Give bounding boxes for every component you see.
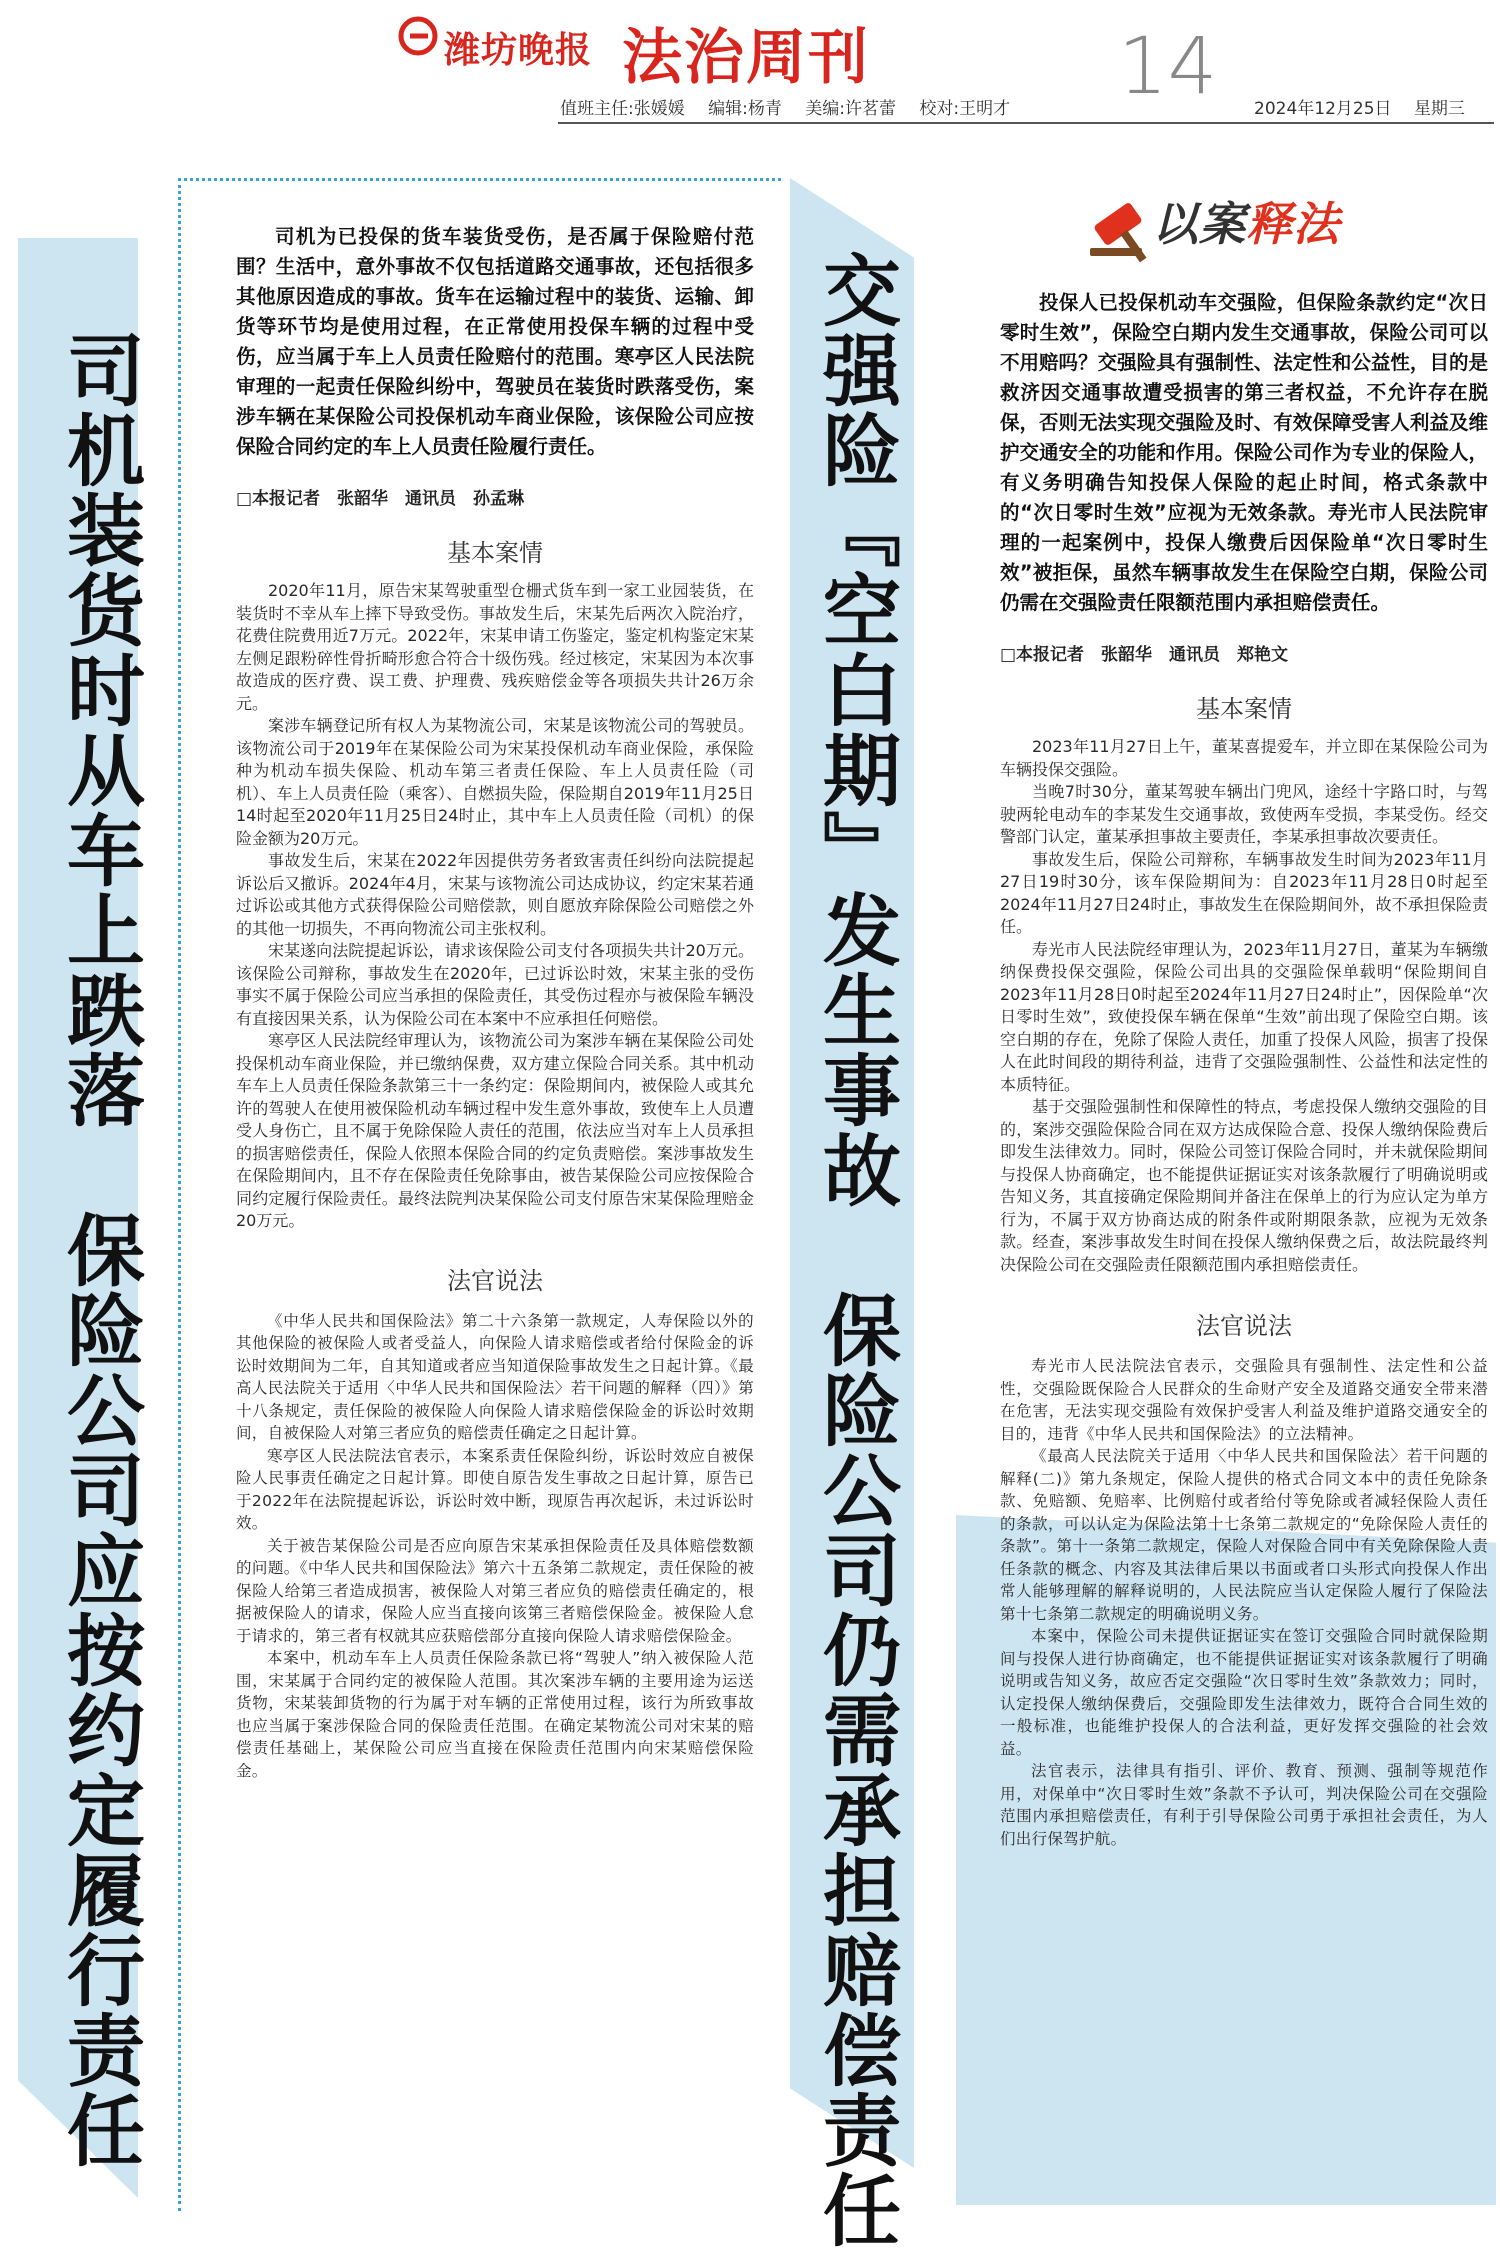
paper-name: 潍坊晚报: [444, 30, 593, 71]
right-judge-body: [1000, 1355, 1488, 1850]
column-logo-text: [1152, 188, 1340, 254]
right-case-paragraph: 寿光市人民法院经审理认为，2023年11月27日，董某为车辆缴纳保费投保交强险，保险公司出具的交强险保单载明“保险期间自2023年11月28日0时起至2024年11月27日24时止”，因保险单“次日零时生效”，致使投保车辆在保单“生效”前出现了保险空白期。该空白期的存在，免除了保险人责任，加重了投保人风险，损害了投保人在此时间段的期待利益，违背了交强险强制性、公益性和法定性的本质特征。: [1000, 939, 1488, 1094]
left-judge-paragraph: 本案中，机动车车上人员责任保险条款已将“驾驶人”纳入被保险人范围，宋某属于合同约定的被保险人范围。其次案涉车辆的主要用途为运送货物，宋某装卸货物的行为属于对车辆的正常使用过程，该行为所致事故也应当属于案涉保险合同的保险责任范围。在确定某物流公司对宋某的赔偿责任基础上，某保险公司应当直接在保险责任范围内向宋某赔偿保险金。: [236, 1649, 754, 1780]
left-judge-paragraph: 《中华人民共和国保险法》第二十六条第一款规定，人寿保险以外的其他保险的被保险人或者受益人，向保险人请求赔偿或者给付保险金的诉讼时效期间为二年，自其知道或者应当知道保险事故发生之日起计算。《最高人民法院关于适用〈中华人民共和国保险法〉若干问题的解释（四）》第十八条规定，责任保险的被保险人向保险人请求赔偿保险金的诉讼时效期间，自被保险人对第三者应负的赔偿责任确定之日起计算。: [236, 1311, 754, 1442]
right-judge-paragraph: 法官表示，法律具有指引、评价、教育、预测、强制等规范作用，对保单中“次日零时生效”条款不予认可，判决保险公司在交强险范围内承担赔偿责任，有利于引导保险公司勇于承担社会责任，为人们出行保驾护航。: [1000, 1762, 1488, 1848]
section-title: 法治周刊: [622, 23, 870, 93]
left-judge-paragraph: 关于被告某保险公司是否应向原告宋某承担保险责任及具体赔偿数额的问题。《中华人民共和国保险法》第六十五条第二款规定，责任保险的被保险人给第三者造成损害，被保险人对第三者应负的赔偿责任确定的，根据被保险人的请求，保险人应当直接向该第三者赔偿保险金。被保险人怠于请求的，第三者有权就其应获赔偿部分直接向保险人请求赔偿保险金。: [236, 1536, 754, 1645]
left-article-intro: 司机为已投保的货车装货受伤，是否属于保险赔付范围？生活中，意外事故不仅包括道路交通事故，还包括很多其他原因造成的事故。货车在运输过程中的装货、运输、卸货等环节均是使用过程，在正常使用投保车辆的过程中受伤，应当属于车上人员责任险赔付的范围。寒亭区人民法院审理的一起责任保险纠纷中，驾驶员在装货时跌落受伤，案涉车辆在某保险公司投保机动车商业保险，该保险公司应按保险合同约定的车上人员责任险履行责任。: [236, 225, 754, 458]
weekday-text: 星期三: [1413, 99, 1465, 119]
right-article-intro: 投保人已投保机动车交强险，但保险条款约定“次日零时生效”，保险空白期内发生交通事故，保险公司可以不用赔吗？交强险具有强制性、法定性和公益性，目的是救济因交通事故遭受损害的第三者权益，不允许存在脱保，否则无法实现交强险及时、有效保障受害人利益及维护交通安全的功能和作用。保险公司作为专业的保险人，有义务明确告知投保人保险的起止时间，格式条款中的“次日零时生效”应视为无效条款。寿光市人民法院审理的一起案例中，投保人缴费后因保险单“次日零时生效”被拒保，虽然车辆事故发生在保险空白期，保险公司仍需在交强险责任限额范围内承担赔偿责任。: [1000, 291, 1488, 614]
right-case-paragraph: 事故发生后，保险公司辩称，车辆事故发生时间为2023年11月27日19时30分，该车保险期间为：自2023年11月28日0时起至2024年11月27日24时止，事故发生在保险期间外，故不承担保险责任。: [1000, 849, 1488, 936]
left-judge-title: 法官说法: [447, 1266, 543, 1295]
left-case-paragraph: 宋某遂向法院提起诉讼，请求该保险公司支付各项损失共计20万元。该保险公司辩称，事故发生在2020年，已过诉讼时效，宋某主张的受伤事实不属于保险公司应当承担的保险责任，其受伤过程亦与被保险车辆没有直接因果关系，认为保险公司在本案中不应承担任何赔偿。: [236, 941, 754, 1028]
left-judge-paragraph: 寒亭区人民法院法官表示，本案系责任保险纠纷，诉讼时效应自被保险人民事责任确定之日起计算。即使自原告发生事故之日起计算，原告已于2022年在法院提起诉讼，诉讼时效中断，现原告再次起诉，未过诉讼时效。: [236, 1446, 754, 1532]
date-text: 2024年12月25日: [1254, 99, 1392, 119]
right-case-paragraph: 当晚7时30分，董某驾驶车辆出门兜风，途经十字路口时，与驾驶两轮电动车的李某发生交通事故，致使两车受损，李某受伤。经交警部门认定，董某承担事故主要责任，李某承担事故次要责任。: [1000, 782, 1488, 846]
issue-date: [1254, 94, 1465, 119]
right-judge-title: 法官说法: [1196, 1312, 1292, 1340]
column-logo-part2: 释法: [1246, 197, 1340, 251]
right-case-paragraph: 基于交强险强制性和保障性的特点，考虑投保人缴纳交强险的目的，案涉交强险保险合同在双方达成保险合意、投保人缴纳保险费后即发生法律效力。同时，保险公司签订保险合同时，并未就保险期间与投保人协商确定，也不能提供证据证实对该条款履行了明确说明或告知义务，其直接确定保险期间并备注在保单上的行为应认定为单方行为，不属于双方协商达成的附条件或附期限条款，应视为无效条款。经查，案涉事故发生时间在投保人缴纳保费之后，故法院最终判决保险公司在交强险责任限额范围内承担赔偿责任。: [1000, 1097, 1488, 1274]
right-case-body: [1000, 736, 1488, 1276]
right-article-column: [1000, 288, 1488, 1850]
left-case-body: [236, 580, 754, 1233]
credit-editor: 编辑:杨青: [708, 99, 782, 119]
left-case-paragraph: 案涉车辆登记所有权人为某物流公司，宋某是该物流公司的驾驶员。该物流公司于2019年在某保险公司为宋某投保机动车商业保险，承保险种为机动车损失保险、机动车第三者责任保险、车上人员责任险（司机）、车上人员责任险（乘客）、自燃损失险，保险期自2019年11月25日14时起至2020年11月25日24时止，其中车上人员责任险（司机）的保险金额为20万元。: [236, 716, 754, 848]
left-case-paragraph: 事故发生后，宋某在2022年因提供劳务者致害责任纠纷向法院提起诉讼后又撤诉。2024年4月，宋某与该物流公司达成协议，约定宋某若通过诉讼或其他方式获得保险公司赔偿款，则自愿放弃除保险公司赔偿之外的其他一切损失，不再向物流公司主张权利。: [236, 851, 754, 938]
right-case-title: 基本案情: [1196, 695, 1292, 723]
right-article-headline: 交强险『空白期』发生事故 保险公司仍需承担赔偿责任: [810, 250, 900, 2250]
right-case-paragraph: 2023年11月27日上午，董某喜提爱车，并立即在某保险公司为车辆投保交强险。: [1000, 737, 1488, 779]
left-judge-body: [236, 1310, 754, 1783]
left-article-column: [236, 222, 754, 1782]
credit-proofreader: 校对:王明才: [919, 99, 1011, 119]
credits-line: [560, 94, 1024, 119]
credit-designer: 美编:许茗蕾: [805, 99, 897, 119]
left-article-headline: 司机装货时从车上跌落 保险公司应按约定履行责任: [54, 330, 144, 2170]
credit-duty-editor: 值班主任:张媛媛: [560, 99, 685, 119]
column-logo-part1: 以案: [1152, 197, 1246, 251]
left-case-paragraph: 2020年11月，原告宋某驾驶重型仓栅式货车到一家工业园装货，在装货时不幸从车上摔下导致受伤。事故发生后，宋某先后两次入院治疗，花费住院费用近7万元。2022年，宋某申请工伤鉴定，鉴定机构鉴定宋某左侧足跟粉碎性骨折畸形愈合符合十级伤残。经过核定，宋某因为本次事故造成的医疗费、误工费、护理费、残疾赔偿金等各项损失共计26万余元。: [236, 581, 754, 713]
page-number: 14: [1118, 22, 1218, 112]
right-judge-paragraph: 《最高人民法院关于适用〈中华人民共和国保险法〉若干问题的解释(二)》第九条规定，保险人提供的格式合同文本中的责任免除条款、免赔额、免赔率、比例赔付或者给付等免除或者减轻保险人责任的条款，可以认定为保险法第十七条第二款规定的“免除保险人责任的条款”。第十一条第二款规定，保险人对保险合同中有关免除保险人责任条款的概念、内容及其法律后果以书面或者口头形式向投保人作出常人能够理解的解释说明的，人民法院应当认定保险人履行了保险法第十七条第二款规定的明确说明义务。: [1000, 1447, 1488, 1623]
left-case-title: 基本案情: [447, 539, 543, 567]
right-article-byline: □本报记者 张韶华 通讯员 郑艳文: [1000, 645, 1289, 665]
right-judge-paragraph: 本案中，保险公司未提供证据证实在签订交强险合同时就保险期间与投保人进行协商确定，也不能提供证据证实对该条款履行了明确说明或告知义务，故应否定交强险“次日零时生效”条款效力；同时，认定投保人缴纳保费后，交强险即发生法律效力，既符合合同生效的一般标准，也能维护投保人的合法利益，更好发挥交强险的社会效益。: [1000, 1627, 1488, 1758]
masthead-rule: [558, 122, 1494, 124]
right-judge-paragraph: 寿光市人民法院法官表示，交强险具有强制性、法定性和公益性，交强险既保险合人民群众的生命财产安全及道路交通安全带来潜在危害，无法实现交强险有效保护受害人利益及维护道路交通安全的目的，违背《中华人民共和国保险法》的立法精神。: [1000, 1357, 1488, 1443]
paper-logo-icon: [398, 16, 438, 56]
left-case-paragraph: 寒亭区人民法院经审理认为，该物流公司为案涉车辆在某保险公司处投保机动车商业保险，并已缴纳保费，双方建立保险合同关系。其中机动车车上人员责任保险条款第三十一条约定：保险期间内，被保险人或其允许的驾驶人在使用被保险机动车辆过程中发生意外事故，致使车上人员遭受人身伤亡，且不属于免除保险人责任的范围，依法应当对车上人员承担的损害赔偿责任，保险人依照本保险合同的约定负责赔偿。案涉事故发生在保险期间内，且不存在保险责任免除事由，被告某保险公司应按保险合同约定履行保险责任。最终法院判决某保险公司支付原告宋某保险理赔金20万元。: [236, 1031, 754, 1230]
left-article-byline: □本报记者 张韶华 通讯员 孙孟琳: [236, 489, 525, 509]
